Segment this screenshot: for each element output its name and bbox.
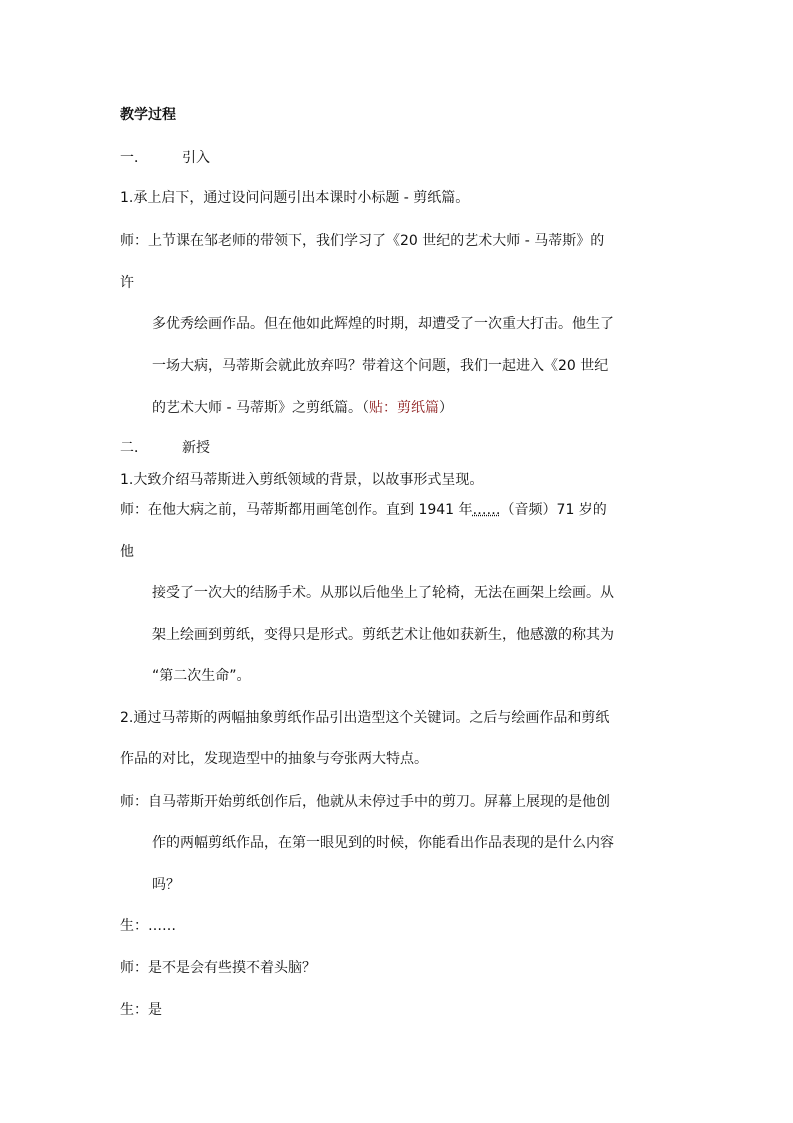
section-heading-new [120,438,210,458]
paragraph-line: “第二次生命”。 [152,668,251,684]
ellipsis: …… [472,502,501,518]
section-number: 二． [120,440,148,456]
paragraph-line [152,398,453,418]
paragraph-line: 2.通过马蒂斯的两幅抽象剪纸作品引出造型这个关键词。之后与绘画作品和剪纸 [120,710,610,726]
text-run: 师：在他大病之前，马蒂斯都用画笔创作。直到 1941 年 [120,502,473,518]
section-number: 一． [120,150,148,166]
paragraph-line: 接受了一次大的结肠手术。从那以后他坐上了轮椅，无法在画架上绘画。从 [152,585,614,601]
paragraph-line: 生：是 [120,1002,162,1018]
paragraph-line: 他 [120,544,134,560]
paragraph-line: 一场大病，马蒂斯会就此放弃吗？带着这个问题，我们一起进入《20 世纪 [152,358,609,374]
paragraph-line: 作品的对比，发现造型中的抽象与夸张两大特点。 [120,751,428,767]
text-run: 的艺术大师 - 马蒂斯》之剪纸篇。（ [152,400,369,416]
paragraph-line: 许 [120,275,134,291]
paragraph-line: 师：上节课在邹老师的带领下，我们学习了《20 世纪的艺术大师 - 马蒂斯》的 [120,233,605,249]
paragraph-line: 1.大致介绍马蒂斯进入剪纸领域的背景，以故事形式呈现。 [120,472,484,488]
section-title: 引入 [182,150,210,166]
text-run: （音频）71 岁的 [500,502,607,518]
paragraph-line: 生：…… [120,918,176,934]
section-heading-intro [120,148,210,168]
paragraph-line [120,500,607,520]
text-run: ） [438,400,453,416]
paragraph-line: 师：是不是会有些摸不着头脑？ [120,960,316,976]
paragraph-line: 1.承上启下，通过设问问题引出本课时小标题 - 剪纸篇。 [120,190,470,206]
paragraph-line: 多优秀绘画作品。但在他如此辉煌的时期，却遭受了一次重大打击。他生了 [152,316,614,332]
page-heading: 教学过程 [120,107,176,123]
paragraph-line: 作的两幅剪纸作品，在第一眼见到的时候，你能看出作品表现的是什么内容 [152,835,614,851]
paragraph-line: 架上绘画到剪纸，变得只是形式。剪纸艺术让他如获新生，他感激的称其为 [152,627,614,643]
paragraph-line: 师：自马蒂斯开始剪纸创作后，他就从未停过手中的剪刀。屏幕上展现的是他创 [120,794,610,810]
paragraph-line: 吗？ [152,877,180,893]
highlight-text: 贴：剪纸篇 [368,400,439,416]
section-title: 新授 [182,440,210,456]
